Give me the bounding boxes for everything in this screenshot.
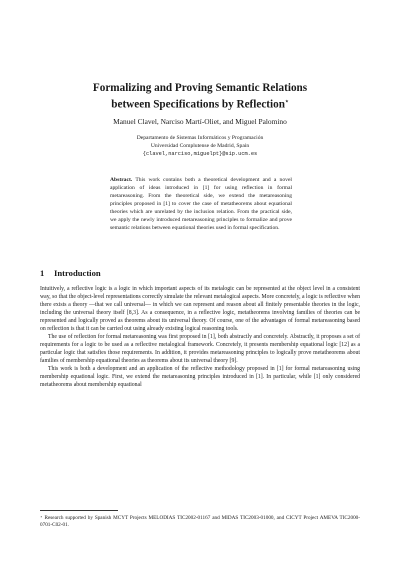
abstract <box>110 176 292 232</box>
paper-title <box>40 81 360 112</box>
footnote-text: Research supported by Spanish MCYT Projects MELODIAS TIC2002-01167 and MIDAS TIC2003-01000, and CICYT Project AMEVA TIC2000-0701-C02-01. <box>40 515 360 528</box>
author-list: Manuel Clavel, Narciso Martí-Oliet, and Miguel Palomino <box>113 117 287 126</box>
footnote <box>40 514 360 529</box>
body-paragraph: Intuitively, a reflective logic is a logic in which important aspects of its metalogic can be represented at the object level in a consistent way, so that the object-level representations correctly simulate the relevant metalogical aspects. More concretely, a logic is reflective when there exists a theory —that we call universal— in which we can represent and reason about all finitely presentable theories in the logic, including the universal theory itself [8,3]. As a consequence, in a reflective logic, metatheorems involving families of theories can be represented and logically proved as theorems about its universal theory. Of course, one of the advantages of formal metareasoning based on reflection is that it can be carried out using already existing logical reasoning tools. <box>40 286 360 332</box>
footnote-divider <box>40 510 118 511</box>
section-title: Introduction <box>54 268 101 278</box>
body-paragraph: This work is both a development and an application of the reflective methodology proposed in [1] for formal metareasoning using membership equational logic. First, we extend the metareasoning principles introduced in [1]. In particular, while [1] only considered metatheorems about membership equational <box>40 366 360 388</box>
title-line-1: Formalizing and Proving Semantic Relations <box>92 82 308 94</box>
title-footnote-mark: ⋆ <box>284 99 289 105</box>
section-body <box>40 285 360 389</box>
abstract-label: Abstract. <box>110 177 133 183</box>
footnote-mark: ⋆ <box>40 513 43 519</box>
title-line-2 <box>40 95 360 112</box>
section-heading <box>40 268 101 279</box>
abstract-text: This work contains both a theoretical development and a novel application of ideas introduced in [1] for using reflection in formal metareasoning. From the theoretical side, we extend the metareasoning principles proposed in [1] to cover the case of metatheorems about equational theories which are unrelated by the inclusion relation. From the practical side, we apply the newly introduced metareasoning principles to formalize and prove semantic relations between equational theories used in formal specification. <box>110 177 292 231</box>
title-line-2-text: between Specifications by Reflection <box>111 98 285 111</box>
affiliation <box>40 134 360 158</box>
author-emails: {clavel,narciso,miguelpt}@sip.ucm.es <box>142 151 258 157</box>
body-paragraph: The use of reflection for formal metareasoning was first proposed in [1], both abstractly and concretely. Abstractly, it proposes a set of requirements for a logic to be used as a reflective metalogical framework. Concretely, it presents membership equational logic [12] as a particular logic that satisfies those requirements. In addition, it provides metareasoning principles to logically prove metatheorems about families of membership equational theories as theorems about its universal theory [9]. <box>40 334 360 364</box>
section-number: 1 <box>40 268 45 278</box>
affiliation-university: Universidad Complutense de Madrid, Spain <box>150 143 250 149</box>
affiliation-department: Departamento de Sistemas Informáticos y Programación <box>136 135 264 141</box>
